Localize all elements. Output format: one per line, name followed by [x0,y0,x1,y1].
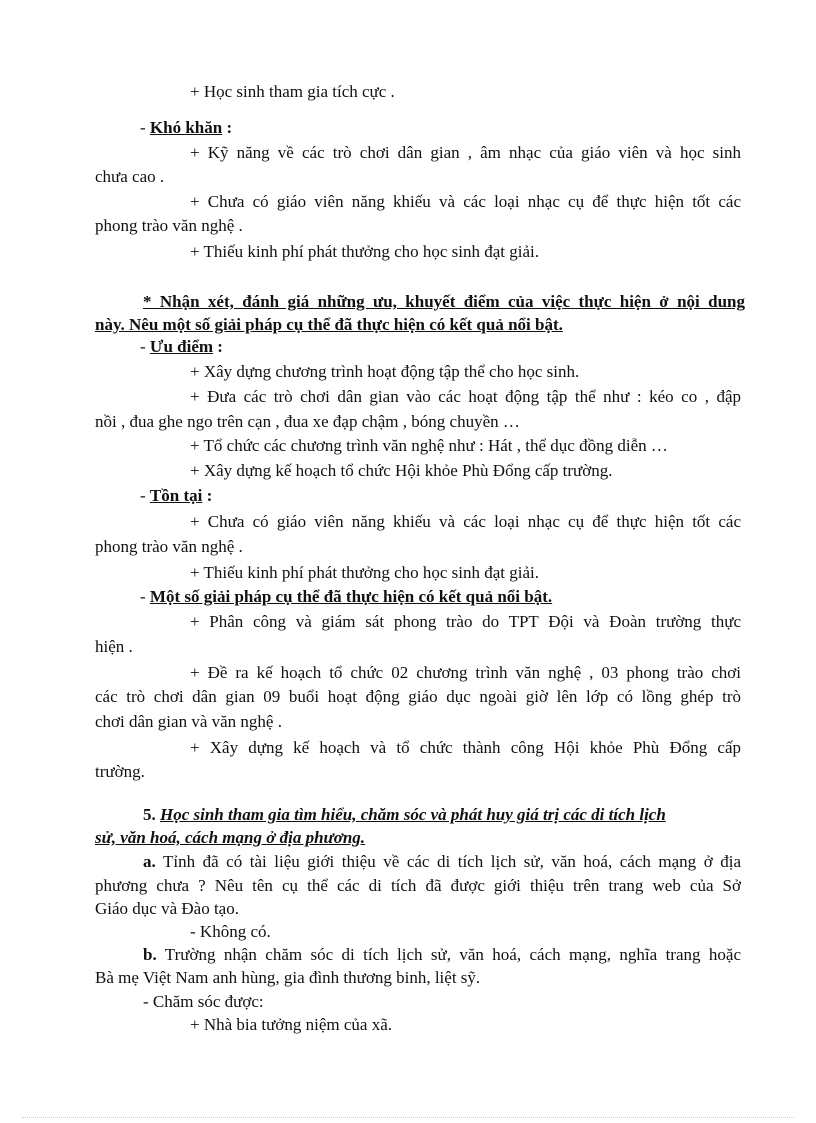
text-line: trường. [95,762,145,781]
text-line: + Xây dựng kế hoạch tổ chức Hội khỏe Phù Đổng cấp trường. [190,461,613,480]
section-label-difficulties: - Khó khăn : [140,118,233,137]
heading-review: * Nhận xét, đánh giá những ưu, khuyết điểm của việc thực hiện ở nội dung [143,292,745,311]
text-line: nồi , đua ghe ngo trên cạn , đua xe đạp chậm , bóng chuyền … [95,412,520,431]
text-line: phương chưa ? Nêu tên cụ thể các di tích đã được giới thiệu trên trang web của Sở [95,876,741,895]
text-line: + Phân công và giám sát phong trào do TPT Đội và Đoàn trường thực [190,612,741,631]
text-line: + Chưa có giáo viên năng khiếu và các loại nhạc cụ để thực hiện tốt các [190,192,741,211]
text-line: Bà mẹ Việt Nam anh hùng, gia đình thương binh, liệt sỹ. [95,968,481,987]
text-line: các trò chơi dân gian 09 buổi hoạt động giáo dục ngoài giờ lên lớp có lồng ghép trò [95,687,741,706]
section-label-solutions: - Một số giải pháp cụ thể đã thực hiện có kết quả nổi bật. [140,587,553,606]
text-line: + Xây dựng kế hoạch và tổ chức thành công Hội khỏe Phù Đổng cấp [190,738,741,757]
section-label-shortcomings: - Tồn tại : [140,486,213,505]
section-label-strengths: - Ưu điểm : [140,337,223,356]
text-line: - Không có. [190,922,271,941]
text-line: + Chưa có giáo viên năng khiếu và các loại nhạc cụ để thực hiện tốt các [190,512,741,531]
text-line: + Kỹ năng về các trò chơi dân gian , âm nhạc của giáo viên và học sinh [190,143,741,162]
text-line: - Chăm sóc được: [143,992,264,1011]
heading-section-5-cont: sử, văn hoá, cách mạng ở địa phương. [95,828,366,847]
heading-review-cont: này. Nêu một số giải pháp cụ thể đã thực hiện có kết quả nổi bật. [95,315,563,334]
text-line: + Đưa các trò chơi dân gian vào các hoạt động tập thể như : kéo co , đập [190,387,741,406]
text-line: chưa cao . [95,167,165,186]
text-line: phong trào văn nghệ . [95,537,243,556]
text-line: + Nhà bia tưởng niệm của xã. [190,1015,392,1034]
text-line: phong trào văn nghệ . [95,216,243,235]
text-line: hiện . [95,637,133,656]
text-line: + Tổ chức các chương trình văn nghệ như : Hát , thể dục đồng diễn … [190,436,668,455]
text-line: chơi dân gian và văn nghệ . [95,712,282,731]
heading-section-5: 5. Học sinh tham gia tìm hiểu, chăm sóc và phát huy giá trị các di tích lịch [143,805,666,824]
text-line: + Đề ra kế hoạch tổ chức 02 chương trình văn nghệ , 03 phong trào chơi [190,663,741,682]
text-line: + Học sinh tham gia tích cực . [190,82,395,101]
text-line: + Thiếu kinh phí phát thưởng cho học sinh đạt giải. [190,242,540,261]
question-b: b. Trường nhận chăm sóc di tích lịch sử, văn hoá, cách mạng, nghĩa trang hoặc [143,945,741,964]
text-line: Giáo dục và Đào tạo. [95,899,239,918]
text-line: + Xây dựng chương trình hoạt động tập thể cho học sinh. [190,362,580,381]
page-bottom-rule [22,1117,794,1118]
text-line: + Thiếu kinh phí phát thưởng cho học sinh đạt giải. [190,563,540,582]
question-a: a. Tỉnh đã có tài liệu giới thiệu về các di tích lịch sử, văn hoá, cách mạng ở địa [143,852,741,871]
